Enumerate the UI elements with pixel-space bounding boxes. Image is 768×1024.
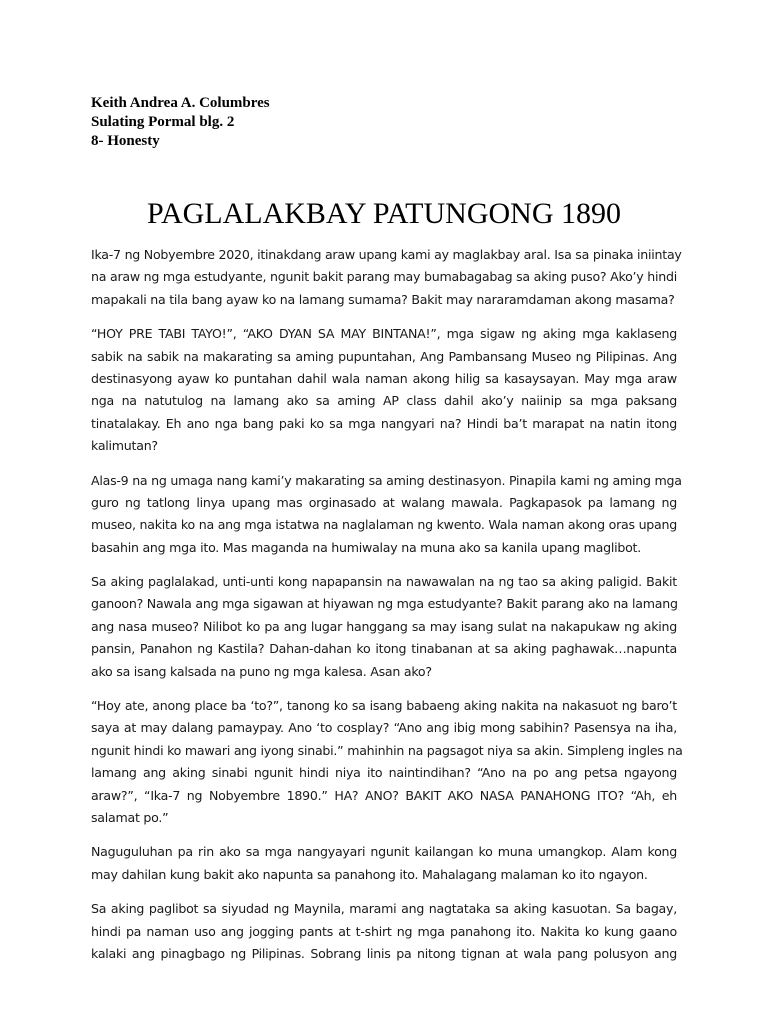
paragraph-line: guro ng tatlong linya upang mas orginasado at walang mawala. Pagkapasok pa lamang ng [91,494,677,510]
paragraph-line: “HOY PRE TABI TAYO!”, “AKO DYAN SA MAY BINTANA!”, mga sigaw ng aking mga kaklaseng [91,326,677,342]
paragraph-line: salamat po.” [91,809,169,825]
paragraph-line: pansin, Panahon ng Kastila? Dahan-dahan ko itong tinabanan at sa aking paghawak…napunta [91,641,677,657]
paragraph-line: Sa aking paglibot sa siyudad ng Maynila, marami ang nagtataka sa aking kasuotan. Sa bagay, [91,901,677,917]
author-name: Keith Andrea A. Columbres [91,95,270,111]
paragraph [91,841,677,886]
paragraph [91,695,683,829]
paragraph-line: basahin ang mga ito. Mas maganda na humiwalay na muna ako sa kanila upang maglibot. [91,539,641,555]
paragraph [91,898,677,965]
paragraph-line: tinatalakay. Eh ano nga bang paki ko sa mga nangyari na? Hindi ba’t marapat na natin itong [91,415,677,431]
paragraph-line: kalimutan? [91,438,158,454]
paragraph [91,571,677,683]
essay-title: PAGLALAKBAY PATUNGONG 1890 [147,197,621,230]
paragraph-line: Ika-7 ng Nobyembre 2020, itinakdang araw upang kami ay maglakbay aral. Isa sa pinaka iniintay [91,247,682,262]
paragraph-line: na araw ng mga estudyante, ngunit bakit parang may bumabagabag sa aking puso? Ako’y hindi [91,269,677,285]
assignment-label: Sulating Pormal blg. 2 [91,114,235,130]
paragraph-line: kalaki ang pinagbago ng Pilipinas. Sobrang linis pa nitong tignan at wala pang polusyon ang [91,945,677,961]
document-header [91,94,270,151]
paragraph-line: nga na natutulog na lamang ako sa aming AP class dahil ako’y naiinip sa mga paksang [91,393,677,409]
paragraph-line: ngunit hindi ko mawari ang iyong sinabi.” mahinhin na pagsagot niya sa akin. Simpleng ingles na [91,742,683,758]
paragraph [91,470,682,560]
paragraph-line: Sa aking paglalakad, unti-unti kong napapansin na nawawalan na ng tao sa aking paligid. Bakit [91,574,677,590]
paragraph-line: destinasyong ayaw ko puntahan dahil wala naman akong hilig sa kasaysayan. May mga araw [91,370,677,386]
paragraph-line: museo, nakita ko na ang mga istatwa na naglalaman ng kwento. Wala naman akong oras upang [91,517,677,533]
paragraph-line: araw?”, “Ika-7 ng Nobyembre 1890.” HA? ANO? BAKIT AKO NASA PANAHONG ITO? “Ah, eh [91,787,677,803]
paragraph-line: ako sa isang kalsada na puno ng mga kalesa. Asan ako? [91,663,432,679]
paragraph [91,244,682,311]
paragraph-line: lamang ang aking sinabi ngunit hindi niya ito naintindihan? “Ano na po ang petsa ngayong [91,765,677,781]
paragraph-line: saya at may dalang pamaypay. Ano ‘to cosplay? “Ano ang ibig mong sabihin? Pasensya na iha, [91,720,677,736]
paragraph-line: ang nasa museo? Nilibot ko pa ang lugar hanggang sa may isang sulat na nakapukaw ng aking [91,618,677,634]
paragraph-line: ganoon? Nawala ang mga sigawan at hiyawan ng mga estudyante? Bakit parang ako na lamang [91,596,678,612]
paragraph-line: Alas-9 na ng umaga nang kami’y makarating sa aming destinasyon. Pinapila kami ng aming mga [91,472,682,488]
paragraph-line: Naguguluhan pa rin ako sa mga nangyayari ngunit kailangan ko muna umangkop. Alam kong [91,844,677,860]
paragraph-line: hindi pa naman uso ang jogging pants at t-shirt ng mga panahong ito. Nakita ko kung gaano [91,923,677,939]
paragraph-line: mapakali na tila bang ayaw ko na lamang sumama? Bakit may nararamdaman akong masama? [91,291,675,307]
paragraph-line: may dahilan kung bakit ako napunta sa panahong ito. Mahalagang malaman ko ito ngayon. [91,866,648,882]
paragraph-line: sabik na sabik na makarating sa aming pupuntahan, Ang Pambansang Museo ng Pilipinas. Ang [91,348,677,364]
paragraph [91,323,677,457]
class-section: 8- Honesty [91,133,160,149]
paragraph-line: “Hoy ate, anong place ba ‘to?”, tanong ko sa isang babaeng aking nakita na nakasuot ng baro’t [91,698,677,714]
essay-body [91,244,683,977]
